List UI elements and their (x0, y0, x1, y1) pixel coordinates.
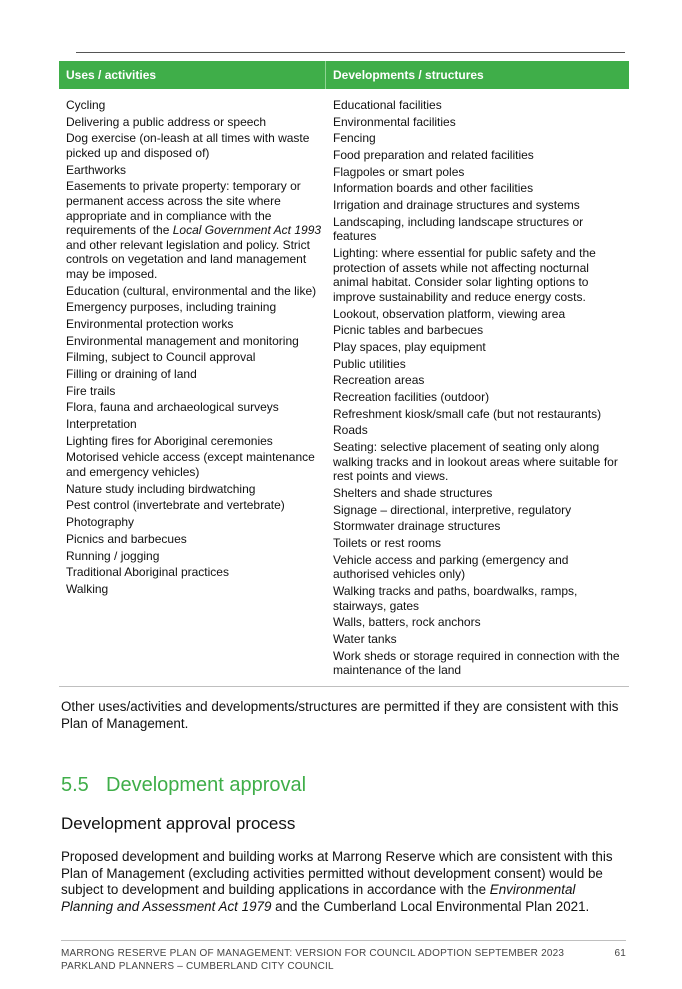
development-item: Shelters and shade structures (333, 485, 493, 500)
development-item: Information boards and other facilities (333, 181, 534, 196)
use-item (66, 179, 322, 281)
use-item: Environmental management and monitoring (66, 333, 299, 348)
development-item: Irrigation and drainage structures and systems (333, 198, 580, 213)
subsection-heading: Development approval process (61, 814, 296, 833)
uses-column (59, 98, 326, 680)
development-item: Work sheds or storage required in connection with the maintenance of the land (333, 648, 620, 678)
use-item-text: Easements to private property: temporary or permanent access across the site where appropriate and in compliance with the requirements of the (66, 179, 301, 238)
use-item: Running / jogging (66, 548, 160, 563)
use-item: Flora, fauna and archaeological surveys (66, 400, 279, 415)
development-item: Flagpoles or smart poles (333, 164, 465, 179)
use-item: Filling or draining of land (66, 367, 197, 382)
development-item: Food preparation and related facilities (333, 148, 534, 163)
use-item: Picnics and barbecues (66, 531, 187, 546)
use-item-italic: Local Government Act 1993 (172, 223, 322, 238)
development-item: Recreation areas (333, 373, 425, 388)
use-item: Earthworks (66, 162, 127, 177)
use-item: Motorised vehicle access (except maintenance and emergency vehicles) (66, 450, 315, 480)
footer-rule (61, 940, 626, 941)
developments-column (326, 98, 629, 680)
development-item: Walking tracks and paths, boardwalks, ramps, stairways, gates (333, 583, 578, 613)
development-item: Environmental facilities (333, 114, 456, 129)
use-item: Lighting fires for Aboriginal ceremonies (66, 433, 273, 448)
use-item-text: and other relevant legislation and policy. Strict controls on vegetation and land management may be imposed. (66, 237, 310, 281)
footer-document-title: MARRONG RESERVE PLAN OF MANAGEMENT: VERSION FOR COUNCIL ADOPTION SEPTEMBER 2023 (61, 948, 565, 959)
development-item: Water tanks (333, 631, 397, 646)
use-item: Environmental protection works (66, 316, 234, 331)
development-item: Lookout, observation platform, viewing area (333, 306, 566, 321)
development-item: Seating: selective placement of seating only along walking tracks and in lookout areas where suitable for rest points and views. (333, 440, 618, 484)
use-item: Dog exercise (on-leash at all times with waste picked up and disposed of) (66, 131, 310, 160)
use-item: Delivering a public address or speech (66, 114, 267, 129)
development-item: Picnic tables and barbecues (333, 323, 484, 338)
section-number: 5.5 (61, 774, 89, 796)
use-item: Emergency purposes, including training (66, 300, 277, 315)
development-item: Vehicle access and parking (emergency and authorised vehicles only) (333, 552, 569, 582)
development-item: Lighting: where essential for public safety and the protection of assets while not affecting nocturnal animal habitat. Consider solar lighting options to improve sustainability and reduce energy costs. (333, 246, 596, 304)
use-item: Fire trails (66, 383, 116, 398)
development-item: Play spaces, play equipment (333, 339, 486, 354)
development-item: Landscaping, including landscape structures or features (333, 214, 584, 244)
note-paragraph: Other uses/activities and developments/structures are permitted if they are consistent with this Plan of Management. (61, 699, 619, 731)
use-item: Interpretation (66, 417, 137, 432)
development-item: Walls, batters, rock anchors (333, 615, 481, 630)
uses-developments-table (59, 61, 629, 687)
header-uses-activities: Uses / activities (59, 61, 326, 89)
paragraph-text-end: and the Cumberland Local Environmental Plan 2021. (271, 898, 590, 914)
top-rule (76, 52, 625, 53)
development-item: Toilets or rest rooms (333, 536, 442, 550)
development-item: Educational facilities (333, 98, 442, 112)
use-item: Walking (66, 581, 109, 596)
paragraph-text-start: Proposed development and building works at Marrong Reserve which are consistent with this Plan of Management (excluding activities permitted without development consent) would be subject to development and building applications in accordance with the (61, 849, 613, 897)
use-item: Filming, subject to Council approval (66, 350, 256, 365)
footer-author: PARKLAND PLANNERS – CUMBERLAND CITY COUNCIL (61, 960, 334, 972)
development-item: Signage – directional, interpretive, regulatory (333, 502, 572, 517)
use-item: Traditional Aboriginal practices (66, 565, 229, 580)
page-footer (61, 948, 626, 973)
header-developments-structures: Developments / structures (333, 68, 484, 82)
section-heading (61, 774, 306, 797)
page-number: 61 (614, 948, 626, 959)
development-item: Refreshment kiosk/small cafe (but not restaurants) (333, 406, 602, 421)
use-item: Nature study including birdwatching (66, 481, 256, 496)
body-paragraph (61, 849, 631, 915)
table-header (59, 61, 629, 89)
use-item: Cycling (66, 98, 106, 112)
use-item: Photography (66, 515, 135, 530)
section-title: Development approval (106, 774, 307, 796)
development-item: Fencing (333, 131, 376, 146)
table-body (59, 89, 629, 687)
use-item: Pest control (invertebrate and vertebrate) (66, 498, 285, 513)
development-item: Public utilities (333, 356, 406, 371)
development-item: Recreation facilities (outdoor) (333, 390, 490, 404)
development-item: Roads (333, 423, 368, 438)
development-item: Stormwater drainage structures (333, 519, 501, 534)
use-item: Education (cultural, environmental and the like) (66, 283, 317, 298)
act-title: Environmental Planning and Assessment Act 1979 (61, 882, 576, 914)
